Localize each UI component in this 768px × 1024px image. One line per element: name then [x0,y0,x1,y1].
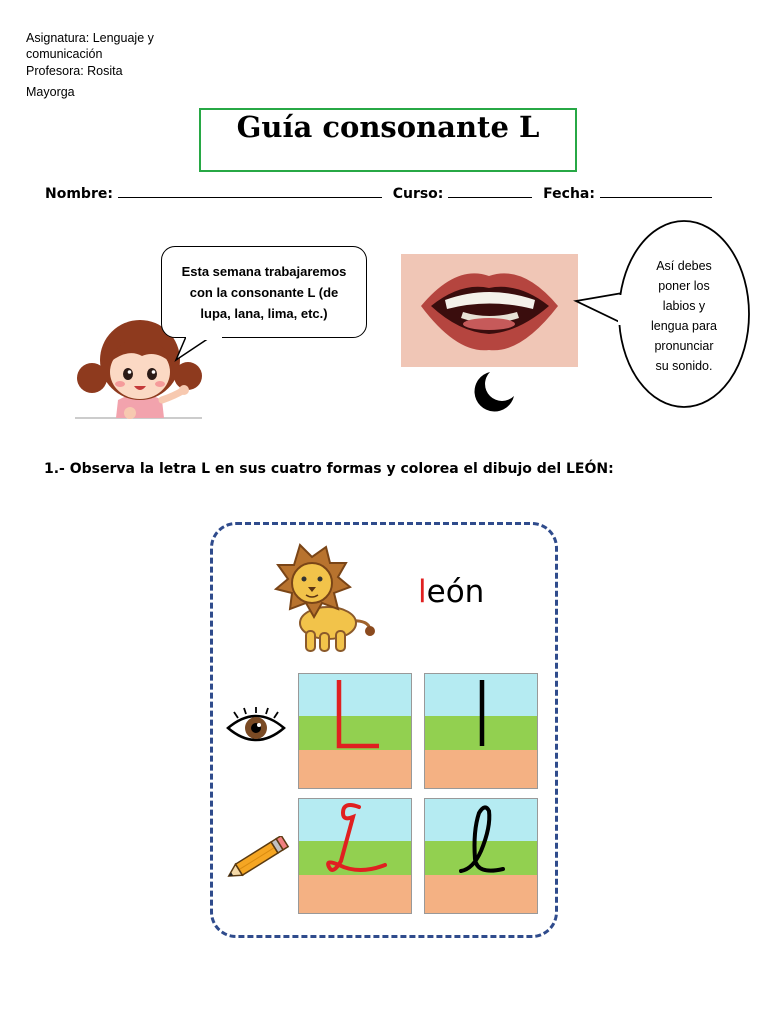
tile-uppercase-print [298,673,412,789]
subject-line1: Asignatura: Lenguaje y [26,31,154,45]
teacher-line1: Profesora: Rosita [26,64,123,78]
mouth-bubble-line2: poner los [658,279,710,293]
lion-icon[interactable] [236,535,404,659]
girl-bubble-line3: lupa, lana, lima, etc.) [200,306,328,321]
header-info [26,30,154,100]
mouth-bubble-line4: lengua para [650,319,718,333]
tile-lowercase-cursive [424,798,538,914]
moon-icon [470,368,518,414]
mouth-bubble-line5: pronunciar [654,339,714,353]
lion-word [418,574,484,610]
date-field[interactable] [600,185,712,198]
question-1: 1.- Observa la letra L en sus cuatro formas y colorea el dibujo del LEÓN: [44,461,614,477]
girl-bubble-line1: Esta semana trabajaremos [181,264,347,279]
subject-line2: comunicación [26,47,103,61]
mouth-bubble-line6: su sonido. [655,359,713,373]
teacher-line2: Mayorga [26,85,75,99]
form-row [45,185,718,202]
mouth-bubble-line3: labios y [662,299,706,313]
course-label: Curso: [392,186,444,202]
page-title: Guía consonante L [236,110,540,144]
girl-speech-bubble [161,246,367,338]
mouth-speech-bubble [618,219,750,409]
mouth-image [401,254,578,367]
mouth-bubble-line1: Así debes [656,259,712,273]
name-field[interactable] [118,185,382,198]
girl-bubble-tail-cover [186,336,222,340]
eye-icon [224,706,288,750]
word-rest: eón [426,574,485,610]
pencil-icon [222,836,292,882]
tile-lowercase-print [424,673,538,789]
name-label: Nombre: [45,186,113,202]
date-label: Fecha: [543,186,595,202]
girl-bubble-line2: con la consonante L (de [189,285,339,300]
course-field[interactable] [448,185,532,198]
tile-uppercase-cursive [298,798,412,914]
word-first-letter: l [418,574,427,610]
